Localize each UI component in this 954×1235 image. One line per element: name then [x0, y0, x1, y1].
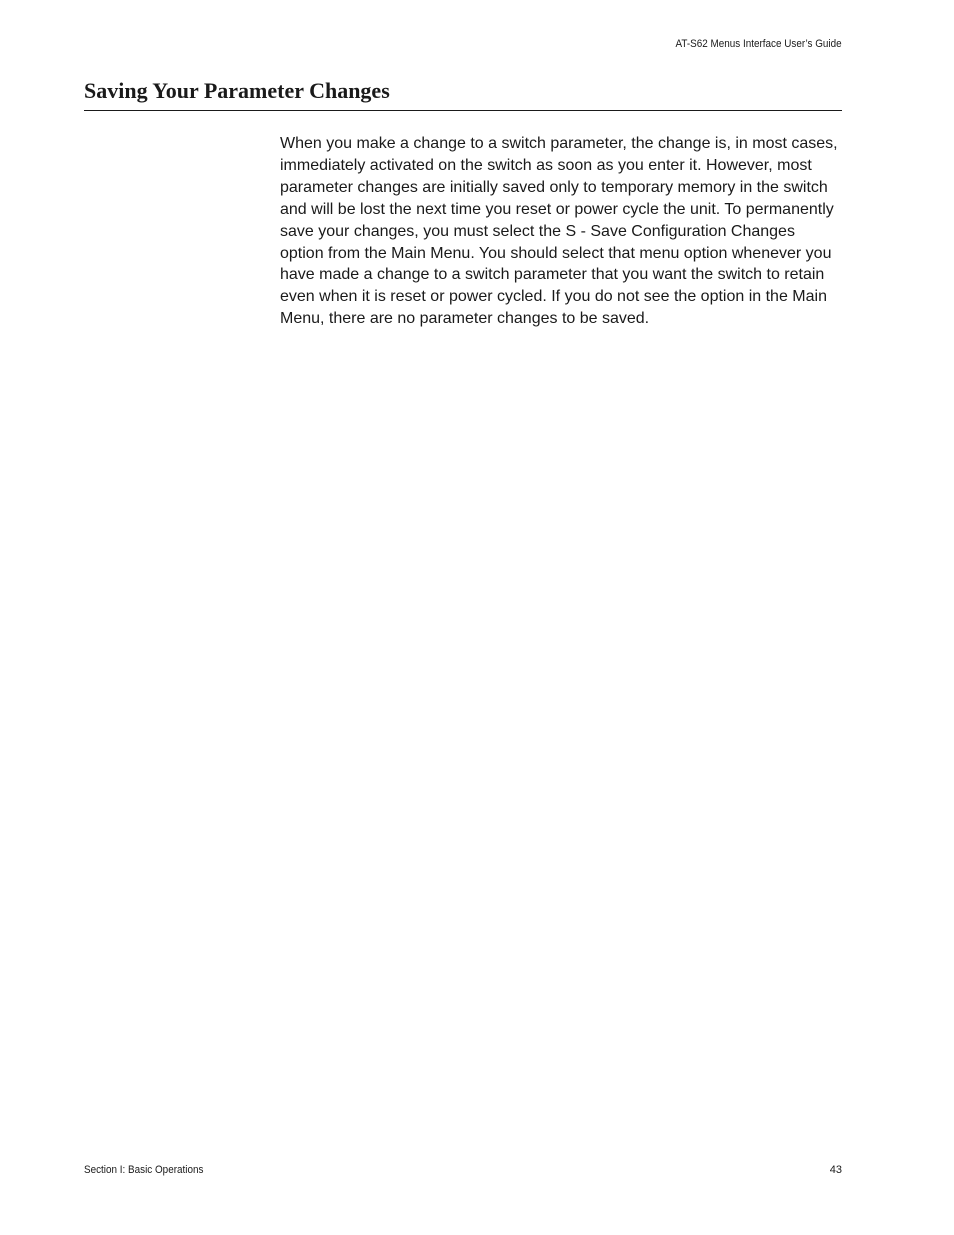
running-header-title: AT-S62 Menus Interface User’s Guide [675, 38, 842, 50]
heading-divider [84, 110, 842, 111]
footer-page-number: 43 [829, 1164, 842, 1176]
body-paragraph: When you make a change to a switch parameter, the change is, in most cases, immediately activated on the switch as soon as you enter it. However, most parameter changes are initially saved only to temporary memory in the switch and will be lost the next time you reset or power cycle the unit. To permanently save your changes, you must select the S - Save Configuration Changes option from the Main Menu. You should select that menu option whenever you have made a change to a switch parameter that you want the switch to retain even when it is reset or power cycled. If you do not see the option in the Main Menu, there are no parameter changes to be saved. [280, 135, 838, 328]
section-heading: Saving Your Parameter Changes [84, 78, 390, 103]
footer-section-label: Section I: Basic Operations [84, 1164, 204, 1176]
